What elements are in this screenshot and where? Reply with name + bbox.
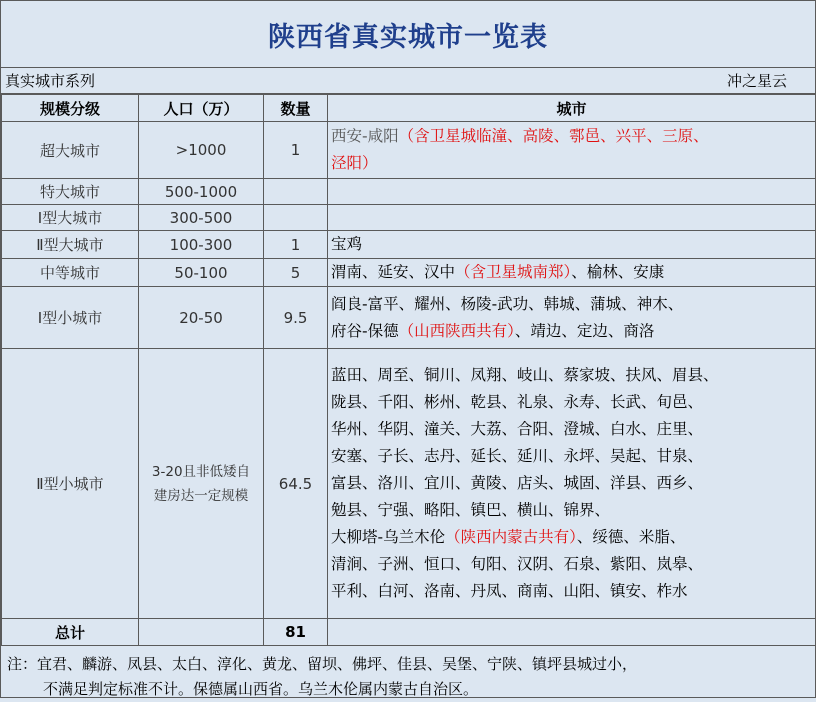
cell-level: Ⅰ型小城市 [2,287,139,349]
city-line [331,389,815,416]
cell-population: 3-20且非低矮自建房达一定规模 [139,349,264,619]
cell-cities [328,122,816,179]
city-note-segment: 泾阳） [331,154,378,172]
cell-population: 100-300 [139,231,264,259]
total-label: 总计 [2,619,139,646]
city-names-segment: 府谷-保德 [331,321,399,340]
cell-level: 特大城市 [2,179,139,205]
city-names-segment: 宝鸡 [331,235,363,253]
cell-population: 20-50 [139,287,264,349]
city-names-segment: 安塞、子长、志丹、延长、延川、永坪、吴起、甘泉、 [331,447,704,465]
city-names-segment: 渭南、延安、汉中 [331,263,456,281]
city-line [331,443,815,470]
city-names-segment: 陇县、千阳、彬州、乾县、礼泉、永寿、长武、旬邑、 [331,393,704,411]
cell-count: 9.5 [264,287,328,349]
total-row [2,619,816,646]
cell-cities [328,259,816,287]
city-table [1,94,816,646]
city-line [331,123,815,150]
cell-population: >1000 [139,122,264,179]
header-row [2,95,816,122]
city-names-segment: 、绥德、米脂、 [576,528,686,546]
footnote [1,646,815,702]
city-line [331,470,815,497]
city-names-segment: 清涧、子洲、恒口、旬阳、汉阴、石泉、紫阳、岚皋、 [331,555,704,573]
table-row [2,179,816,205]
table-row [2,259,816,287]
total-population [139,619,264,646]
city-line [331,362,815,389]
city-line [331,416,815,443]
table-row [2,122,816,179]
author-label: 冲之星云 [726,72,787,90]
cell-count: 64.5 [264,349,328,619]
cell-population: 50-100 [139,259,264,287]
series-label: 真实城市系列 [5,72,96,90]
header-count: 数量 [264,95,328,122]
cell-population: 300-500 [139,205,264,231]
cell-count: 5 [264,259,328,287]
table-row [2,349,816,619]
cell-count [264,179,328,205]
header-cities: 城市 [328,95,816,122]
city-note-segment: （含卫星城南郑） [455,263,572,281]
cell-count [264,205,328,231]
city-names-segment: 、榆林、安康 [571,263,665,281]
cell-cities [328,205,816,231]
table-row [2,205,816,231]
city-names-segment: 阎良-富平、耀州、杨陵-武功、韩城、蒲城、神木、 [331,294,684,313]
cell-level: Ⅱ型小城市 [2,349,139,619]
cell-cities [328,349,816,619]
header-level: 规模分级 [2,95,139,122]
city-names-segment: 大柳塔-乌兰木伦 [331,528,446,546]
city-note-segment: （山西陕西共有） [398,321,515,340]
city-names-segment: 西安-咸阳 [331,127,399,145]
city-names-segment: 富县、洛川、宜川、黄陵、店头、城固、洋县、西乡、 [331,474,704,492]
cell-count: 1 [264,122,328,179]
cell-count: 1 [264,231,328,259]
header-population: 人口（万） [139,95,264,122]
city-line [331,318,815,345]
subtitle-row [1,68,815,94]
cell-cities [328,287,816,349]
city-line [331,497,815,524]
table-body [2,122,816,619]
city-line [331,231,815,258]
city-names-segment: 平利、白河、洛南、丹凤、商南、山阳、镇安、柞水 [331,582,688,600]
city-line [331,291,815,318]
cell-cities [328,179,816,205]
city-line [331,259,815,286]
cell-level: 超大城市 [2,122,139,179]
cell-level: Ⅰ型大城市 [2,205,139,231]
cell-population: 500-1000 [139,179,264,205]
page-title: 陕西省真实城市一览表 [1,1,815,68]
city-names-segment: 、靖边、定边、商洛 [514,321,655,340]
note-line-2: 不满足判定标准不计。保德属山西省。乌兰木伦属内蒙古自治区。 [43,680,479,698]
city-names-segment: 蓝田、周至、铜川、凤翔、岐山、蔡家坡、扶风、眉县、 [331,366,719,384]
city-note-segment: （含卫星城临潼、高陵、鄠邑、兴平、三原、 [398,127,709,145]
cell-level: 中等城市 [2,259,139,287]
city-names-segment: 勉县、宁强、略阳、镇巴、横山、锦界、 [331,501,611,519]
note-line-1: 注：宜君、麟游、凤县、太白、淳化、黄龙、留坝、佛坪、佳县、吴堡、宁陕、镇坪县城过小， [7,655,638,673]
cell-cities [328,231,816,259]
city-line [331,524,815,551]
city-names-segment: 华州、华阴、潼关、大荔、合阳、澄城、白水、庄里、 [331,420,704,438]
total-count: 81 [264,619,328,646]
table-row [2,287,816,349]
city-line [331,150,815,177]
cell-level: Ⅱ型大城市 [2,231,139,259]
city-note-segment: （陕西内蒙古共有） [445,528,577,546]
city-line [331,578,815,605]
total-cities [328,619,816,646]
city-line [331,551,815,578]
table-row [2,231,816,259]
